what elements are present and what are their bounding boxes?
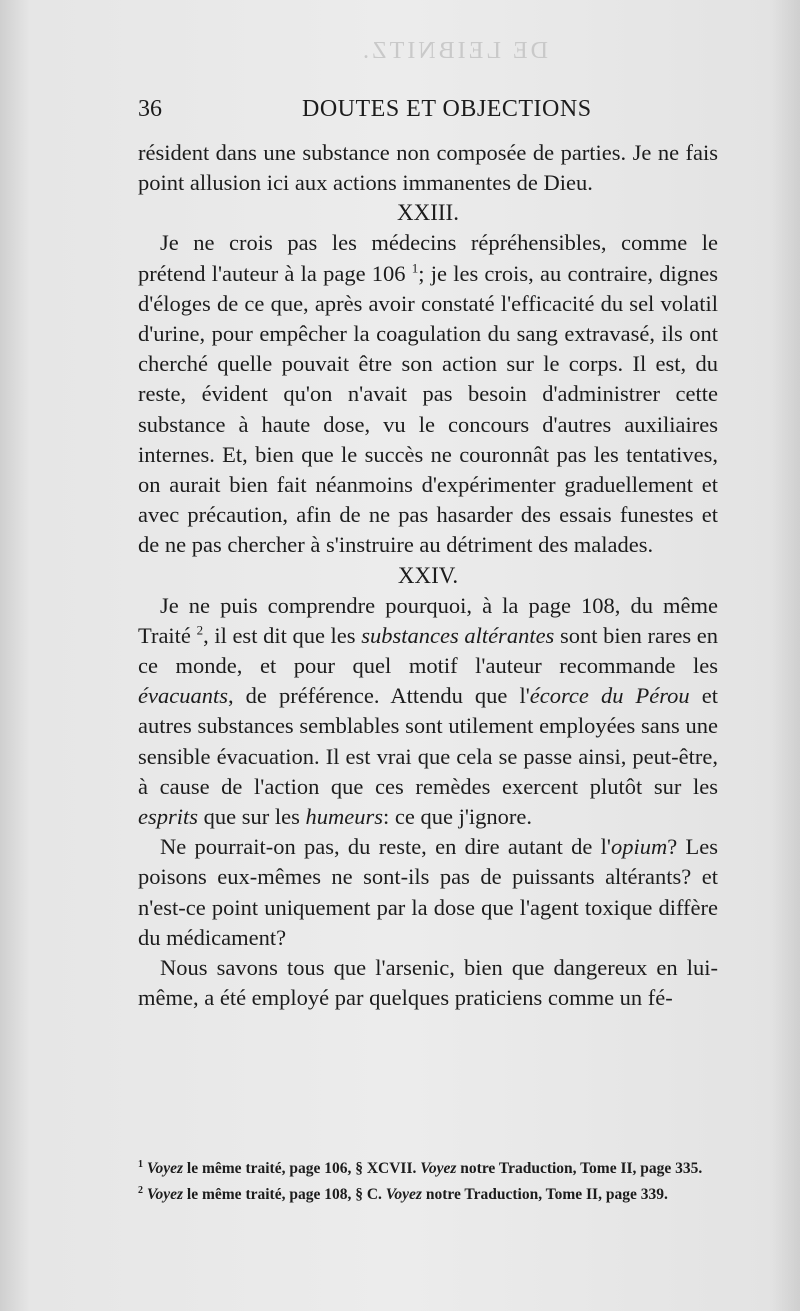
lead-paragraph: résident dans une substance non composée de parties. Je ne fais point allusion ici aux actions immanentes de Dieu.: [138, 140, 718, 196]
text-run: , il est dit que les: [203, 622, 356, 648]
italic-term: esprits: [138, 804, 199, 830]
footnote-voyez: Voyez: [385, 1186, 422, 1203]
italic-term: écorce du Pérou: [529, 683, 690, 709]
section-heading-xxiii: XXIII.: [397, 200, 459, 226]
text-run: , de préférence. Attendu que l': [227, 683, 530, 709]
paragraph-xxiv-3: Nous savons tous que l'arsenic, bien que dangereux en lui-même, a été employé par quelques praticiens comme un fé-: [138, 955, 718, 1011]
running-title: DOUTES ET OBJECTIONS: [302, 96, 592, 122]
page-body: [138, 138, 718, 1013]
text-run: sont bien rares en ce monde, et pour quel motif l'auteur recommande les: [138, 622, 719, 679]
footnote-text: le même traité, page 106, § XCVII.: [186, 1160, 417, 1177]
footnote-text: le même traité, page 108, § C.: [186, 1186, 382, 1203]
footnote-mark: 1: [138, 1158, 143, 1170]
footnote-voyez: Voyez: [146, 1186, 184, 1203]
footnote-text: notre Traduction, Tome II, page 339.: [425, 1186, 668, 1203]
italic-term: substances altérantes: [361, 622, 555, 648]
text-run: ? Les poisons eux-mêmes ne sont-ils pas de puissants altérants? et n'est-ce point uniquement par la dose que l'agent toxique diffère du médicament?: [138, 834, 718, 950]
footnote-voyez: Voyez: [420, 1160, 457, 1177]
text-run: Je ne puis comprendre pourquoi, à la page 108, du même Traité: [138, 592, 718, 648]
footnote-reference-2: 2: [196, 622, 204, 638]
text-run: et autres substances semblables sont utilement employées sans une sensible évacuation. Il est vrai que cela se passe ainsi, peut-être, à cause de l'action que ces remèdes exercent plutôt sur les: [138, 683, 719, 799]
text-run: Je ne crois pas les médecins répréhensibles, comme le prétend l'auteur à la page 106: [138, 230, 718, 286]
text-run: que sur les: [203, 804, 300, 830]
paragraph-xxiv-2: [138, 832, 718, 953]
text-run: Ne pourrait-on pas, du reste, en dire autant de l': [160, 834, 611, 860]
footnote-mark: 2: [138, 1184, 143, 1196]
text-run: : ce que j'ignore.: [383, 804, 532, 830]
italic-term: opium: [610, 834, 668, 860]
italic-term: humeurs: [305, 804, 383, 830]
page-number: 36: [138, 96, 162, 122]
footnote-text: notre Traduction, Tome II, page 335.: [460, 1160, 703, 1177]
paragraph-xxiii-1: [138, 228, 718, 560]
paragraph-xxiv-1: [138, 591, 718, 833]
footnote-voyez: Voyez: [146, 1160, 184, 1177]
footnote-1: [138, 1158, 718, 1180]
show-through-text: DE LEIBNITZ.: [360, 38, 548, 64]
footnote-reference-1: 1: [411, 260, 419, 276]
italic-term: évacuants: [138, 683, 228, 709]
page-header: [138, 96, 718, 130]
section-heading-xxiv: XXIV.: [397, 562, 459, 588]
text-run: ; je les crois, au contraire, dignes d'éloges de ce que, après avoir constaté l'efficacité du sel volatil d'urine, pour empêcher la coagulation du sang extravasé, ils ont cherché quelle pouvait être son action sur le corps. Il est, du reste, évident qu'on n'avait pas besoin d'administrer cette substance à haute dose, vu le concours d'autres auxiliaires internes. Et, bien que le succès ne couronnât pas les tentatives, on aurait bien fait néanmoins d'expérimenter graduellement et avec précaution, afin de ne pas hasarder des essais funestes et de ne pas chercher à s'instruire au détriment des malades.: [138, 260, 719, 558]
footnotes: [138, 1158, 718, 1210]
footnote-2: [138, 1184, 718, 1206]
